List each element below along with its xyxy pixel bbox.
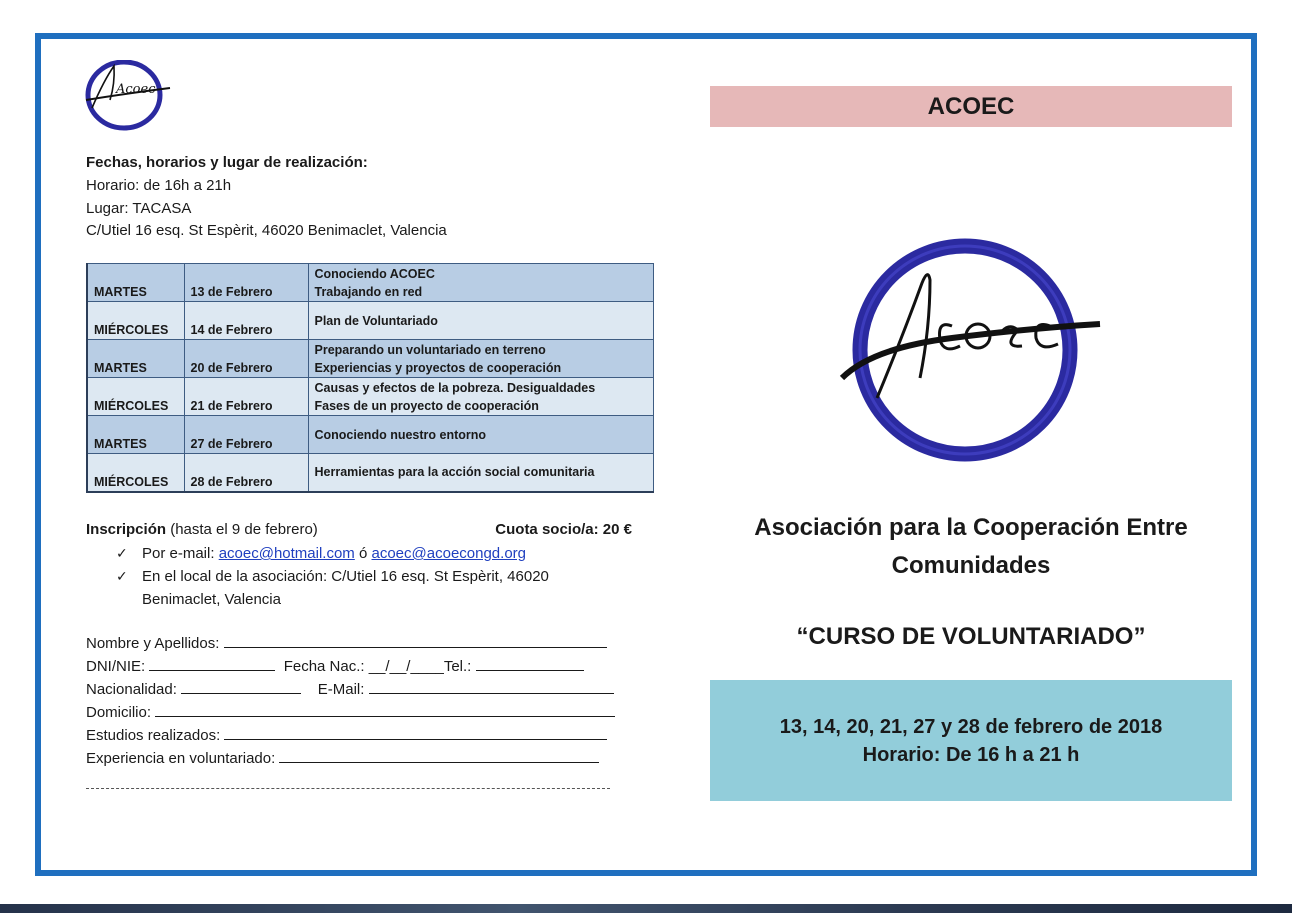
session-topic (308, 416, 654, 454)
email-link-acoecongd[interactable]: acoec@acoecongd.org (371, 545, 526, 562)
form-experience-row (86, 749, 599, 767)
dates-band (710, 680, 1232, 801)
birth-field[interactable]: __/__/____ (368, 658, 444, 675)
form-nationality-row (86, 680, 614, 698)
email-separator: ó (354, 545, 372, 562)
course-dates: 13, 14, 20, 21, 27 y 28 de febrero de 2018 (779, 715, 1163, 738)
experience-field[interactable] (279, 749, 599, 763)
nationality-field[interactable] (181, 680, 301, 694)
table-row (87, 416, 654, 454)
studies-label: Estudios realizados: (86, 727, 221, 744)
acoec-logo-large (832, 228, 1102, 493)
session-topic (308, 302, 654, 340)
tel-label: Tel.: (443, 658, 472, 675)
session-topic-line: Conociendo nuestro entorno (314, 427, 487, 442)
table-row (87, 264, 654, 302)
acoec-band (710, 86, 1232, 127)
local-line-1: En el local de la asociación: C/Utiel 16 esq. St Espèrit, 46020 (142, 568, 549, 585)
session-topic-line: Experiencias y proyectos de cooperación (314, 360, 562, 375)
session-day: MARTES (87, 264, 184, 302)
dni-field[interactable] (149, 657, 275, 671)
inscription-deadline: (hasta el 9 de febrero) (166, 521, 318, 538)
session-topic (308, 378, 654, 416)
sessions-table (86, 263, 654, 493)
session-date: 28 de Febrero (184, 454, 308, 492)
fee-text: Cuota socio/a: 20 € (495, 521, 632, 538)
session-topic-line: Preparando un voluntariado en terreno (314, 342, 546, 357)
schedule-text: Horario: de 16h a 21h (86, 177, 232, 194)
email-link-hotmail[interactable]: acoec@hotmail.com (218, 545, 355, 562)
form-studies-row (86, 726, 607, 744)
experience-label: Experiencia en voluntariado: (86, 750, 276, 767)
birth-label: Fecha Nac.: (283, 658, 365, 675)
session-topic-line: Conociendo ACOEC (314, 266, 435, 281)
email-field[interactable] (369, 680, 614, 694)
session-topic (308, 340, 654, 378)
session-topic-line: Plan de Voluntariado (314, 313, 438, 328)
inscription-label: Inscripción (86, 521, 167, 538)
local-line-2: Benimaclet, Valencia (142, 591, 281, 608)
tel-field[interactable] (476, 657, 584, 671)
session-day: MARTES (87, 416, 184, 454)
session-date: 20 de Febrero (184, 340, 308, 378)
name-label: Nombre y Apellidos: (86, 635, 220, 652)
form-name-row (86, 634, 607, 652)
session-date: 21 de Febrero (184, 378, 308, 416)
session-topic (308, 264, 654, 302)
check-icon: ✓ (116, 568, 128, 584)
acoec-title: ACOEC (927, 92, 1015, 120)
acoec-logo-small (82, 60, 172, 137)
association-line-2: Comunidades (891, 552, 1051, 579)
nationality-label: Nacionalidad: (86, 681, 177, 698)
session-date: 13 de Febrero (184, 264, 308, 302)
session-day: MARTES (87, 340, 184, 378)
form-address-row (86, 703, 615, 721)
address-text: C/Utiel 16 esq. St Espèrit, 46020 Benimaclet, Valencia (86, 222, 447, 239)
check-icon: ✓ (116, 545, 128, 561)
table-row (87, 340, 654, 378)
address-field[interactable] (155, 703, 615, 717)
course-title: “CURSO DE VOLUNTARIADO” (796, 623, 1146, 650)
session-topic-line: Trabajando en red (314, 284, 423, 299)
table-row (87, 302, 654, 340)
association-line-1: Asociación para la Cooperación Entre (754, 514, 1188, 541)
session-day: MIÉRCOLES (87, 454, 184, 492)
studies-field[interactable] (224, 726, 607, 740)
email-prefix: Por e-mail: (142, 545, 219, 562)
session-day: MIÉRCOLES (87, 378, 184, 416)
session-topic-line: Herramientas para la acción social comunitaria (314, 465, 595, 480)
association-name (710, 509, 1232, 585)
table-row (87, 378, 654, 416)
session-date: 27 de Febrero (184, 416, 308, 454)
name-field[interactable] (224, 634, 607, 648)
address-label: Domicilio: (86, 704, 152, 721)
place-text: Lugar: TACASA (86, 200, 192, 217)
inscription-line (86, 521, 632, 538)
dni-label: DNI/NIE: (86, 658, 146, 675)
logo-lettering: Acoec (116, 82, 156, 97)
session-topic-line: Fases de un proyecto de cooperación (314, 398, 539, 413)
table-row (87, 454, 654, 492)
bottom-strip (0, 904, 1292, 913)
form-dni-row (86, 657, 584, 675)
info-title: Fechas, horarios y lugar de realización: (86, 154, 368, 171)
cut-line (86, 788, 610, 789)
session-topic (308, 454, 654, 492)
session-day: MIÉRCOLES (87, 302, 184, 340)
session-topic-line: Causas y efectos de la pobreza. Desigualdades (314, 380, 596, 395)
course-hours: Horario: De 16 h a 21 h (862, 743, 1080, 766)
email-label: E-Mail: (317, 681, 365, 698)
session-date: 14 de Febrero (184, 302, 308, 340)
